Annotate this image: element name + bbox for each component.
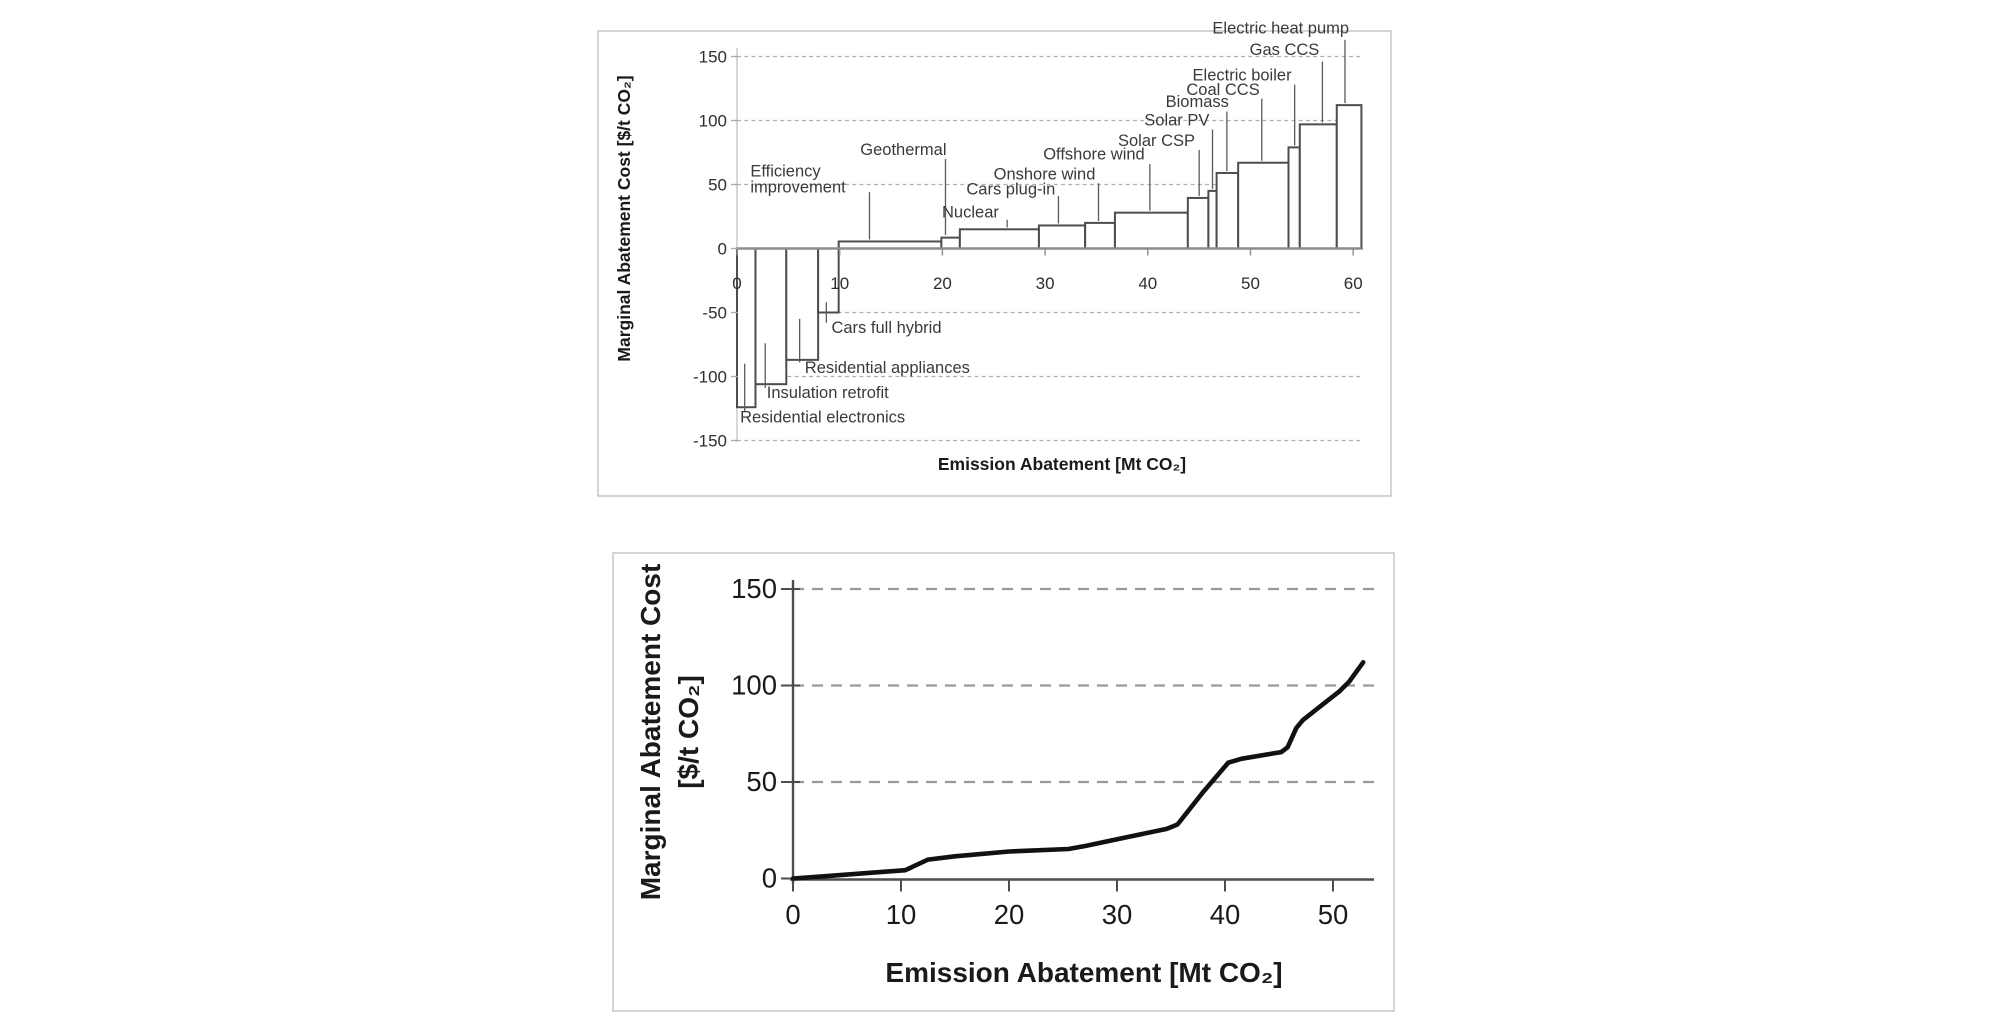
macc-cumulative-line-chart-svg xyxy=(612,552,1395,1012)
bar-label-electric-heat-pump: Electric heat pump xyxy=(1212,19,1350,38)
y-tick-label-0: 0 xyxy=(761,862,777,894)
bar-label-cars-plug-in: Cars plug-in xyxy=(966,180,1056,199)
macc-bar-insulation-retrofit xyxy=(755,249,786,385)
x-tick-label-50: 50 xyxy=(1317,899,1349,930)
bar-label-nuclear: Nuclear xyxy=(942,203,999,222)
bar-label-solar-csp: Solar CSP xyxy=(1118,131,1196,150)
y-axis-title-line2: [$/t CO₂] xyxy=(673,675,704,789)
y-tick-label--50: -50 xyxy=(702,303,727,323)
bar-label-efficiency-improvement-line1: Efficiency xyxy=(750,162,821,181)
y-tick-label-100: 100 xyxy=(698,111,727,131)
bar-label-residential-electronics: Residential electronics xyxy=(740,408,906,427)
bar-label-efficiency-improvement-line2: improvement xyxy=(750,178,846,197)
x-tick-label-20: 20 xyxy=(932,274,952,293)
x-axis-title: Emission Abatement [Mt CO₂] xyxy=(885,957,1283,988)
x-tick-label-40: 40 xyxy=(1209,899,1241,930)
y-axis-title: Marginal Abatement Cost [$/t CO₂] xyxy=(614,75,634,362)
macc-bar-nuclear xyxy=(960,229,1039,248)
macc-bar-electric-boiler xyxy=(1288,147,1299,248)
macc-bar-electric-heat-pump xyxy=(1337,105,1362,248)
x-tick-label-60: 60 xyxy=(1343,274,1363,293)
macc-bar-residential-appliances xyxy=(786,249,818,360)
bar-label-geothermal: Geothermal xyxy=(860,140,947,159)
x-tick-label-30: 30 xyxy=(1035,274,1055,293)
bar-label-gas-ccs: Gas CCS xyxy=(1249,41,1320,60)
bar-label-coal-ccs: Coal CCS xyxy=(1186,80,1260,99)
x-axis-title: Emission Abatement [Mt CO₂] xyxy=(937,454,1187,474)
abatement-cost-line xyxy=(793,662,1363,878)
macc-bar-residential-electronics xyxy=(737,249,755,408)
bar-label-solar-pv: Solar PV xyxy=(1144,111,1210,130)
y-tick-label--100: -100 xyxy=(692,367,727,387)
y-tick-label-100: 100 xyxy=(731,669,777,701)
macc-bar-solar-csp xyxy=(1188,198,1209,249)
macc-bar-solar-pv xyxy=(1208,191,1216,249)
macc-step-chart xyxy=(597,19,1392,497)
y-tick-label--150: -150 xyxy=(692,431,727,451)
y-tick-label-150: 150 xyxy=(698,47,727,67)
macc-step-chart-svg xyxy=(597,19,1392,497)
bar-label-onshore-wind: Onshore wind xyxy=(993,165,1096,184)
x-tick-label-0: 0 xyxy=(732,274,742,293)
bar-label-insulation-retrofit: Insulation retrofit xyxy=(766,384,889,403)
y-tick-label-50: 50 xyxy=(746,766,777,797)
bar-label-electric-boiler: Electric boiler xyxy=(1192,66,1292,85)
macc-bar-coal-ccs xyxy=(1238,163,1288,249)
bar-label-offshore-wind: Offshore wind xyxy=(1043,145,1145,164)
macc-bar-onshore-wind xyxy=(1085,223,1115,249)
y-tick-label-50: 50 xyxy=(708,175,727,195)
macc-bar-gas-ccs xyxy=(1300,124,1337,248)
x-tick-label-30: 30 xyxy=(1101,899,1133,930)
x-tick-label-0: 0 xyxy=(785,899,801,930)
bar-label-residential-appliances: Residential appliances xyxy=(804,359,970,378)
bar-label-cars-full-hybrid: Cars full hybrid xyxy=(831,318,942,337)
y-tick-label-0: 0 xyxy=(717,239,727,259)
macc-bar-offshore-wind xyxy=(1115,213,1188,249)
bar-label-biomass: Biomass xyxy=(1165,92,1229,111)
macc-bar-geothermal xyxy=(941,238,959,249)
y-axis-title-line1: Marginal Abatement Cost xyxy=(635,563,666,901)
x-tick-label-40: 40 xyxy=(1138,274,1158,293)
macc-cumulative-line-chart xyxy=(612,552,1395,1012)
y-tick-label-150: 150 xyxy=(731,573,777,604)
x-tick-label-50: 50 xyxy=(1241,274,1260,293)
macc-bar-cars-plug-in xyxy=(1039,225,1085,248)
x-tick-label-10: 10 xyxy=(885,899,917,930)
macc-bar-biomass xyxy=(1217,173,1239,249)
x-tick-label-20: 20 xyxy=(993,899,1025,930)
x-tick-label-10: 10 xyxy=(830,274,850,293)
chart-frame xyxy=(598,31,1391,496)
